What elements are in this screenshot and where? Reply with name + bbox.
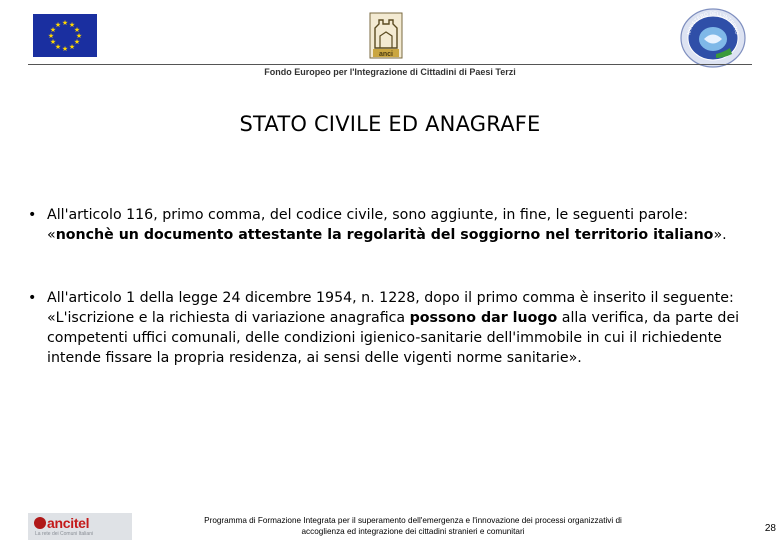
page-number: 28	[764, 523, 776, 534]
svg-text:★: ★	[73, 38, 81, 46]
footer-line-2: accoglienza ed integrazione dei cittadini stranieri e comunitari	[301, 527, 525, 536]
svg-text:MINISTERO DELL'INTERNO: MINISTERO DELL'INTERNO	[686, 10, 740, 36]
svg-text:★: ★	[54, 21, 62, 29]
fund-title: Fondo Europeo per l'Integrazione di Cittadini di Paesi Terzi	[264, 67, 516, 77]
svg-text:★: ★	[54, 43, 62, 51]
svg-text:★: ★	[61, 45, 69, 53]
svg-text:★: ★	[49, 26, 57, 34]
svg-text:★: ★	[61, 19, 69, 27]
svg-text:★: ★	[73, 26, 81, 34]
slide-title: STATO CIVILE ED ANAGRAFE	[239, 112, 541, 136]
ancitel-tagline: La rete dei Comuni Italiani	[35, 531, 94, 537]
eu-flag-logo	[33, 14, 97, 57]
ancitel-name: ancitel	[47, 515, 90, 531]
ancitel-logo	[28, 513, 132, 540]
bullet-icon: •	[28, 290, 37, 306]
ministry-seal-logo	[680, 8, 746, 68]
svg-text:★: ★	[75, 32, 83, 40]
ancitel-mark-icon	[34, 517, 46, 529]
bullet-icon: •	[28, 207, 37, 223]
anci-logo	[369, 12, 403, 59]
bullet-text: All'articolo 1 della legge 24 dicembre 1954, n. 1228, dopo il primo comma è inserito il seguente: «L'iscrizione e la richiesta di variazione anagrafica possono dar luogo alla verifica, da parte dei competenti uffici comunali, delle condizioni igienico-sanitarie dell'immobile in cui il richiedente intende fissare la propria residenza, ai sensi delle vigenti norme sanitarie».	[47, 290, 740, 366]
svg-text:★: ★	[47, 32, 55, 40]
svg-text:★: ★	[49, 38, 57, 46]
header-divider	[28, 64, 752, 65]
bullet-text: All'articolo 116, primo comma, del codice civile, sono aggiunte, in fine, le seguenti parole: «nonchè un documento attestante la regolarità del soggiorno nel territorio italiano».	[47, 207, 727, 243]
footer-program-text	[134, 515, 692, 537]
svg-text:★: ★	[68, 43, 76, 51]
svg-text:anci: anci	[378, 51, 394, 58]
footer-line-1: Programma di Formazione Integrata per il superamento dell'emergenza e l'innovazione dei processi organizzativi di	[204, 516, 622, 525]
bullet-item-civil-code	[28, 205, 748, 267]
svg-text:★: ★	[68, 21, 76, 29]
bullet-item-law-1228	[28, 288, 748, 418]
eu-stars-icon	[33, 14, 97, 57]
